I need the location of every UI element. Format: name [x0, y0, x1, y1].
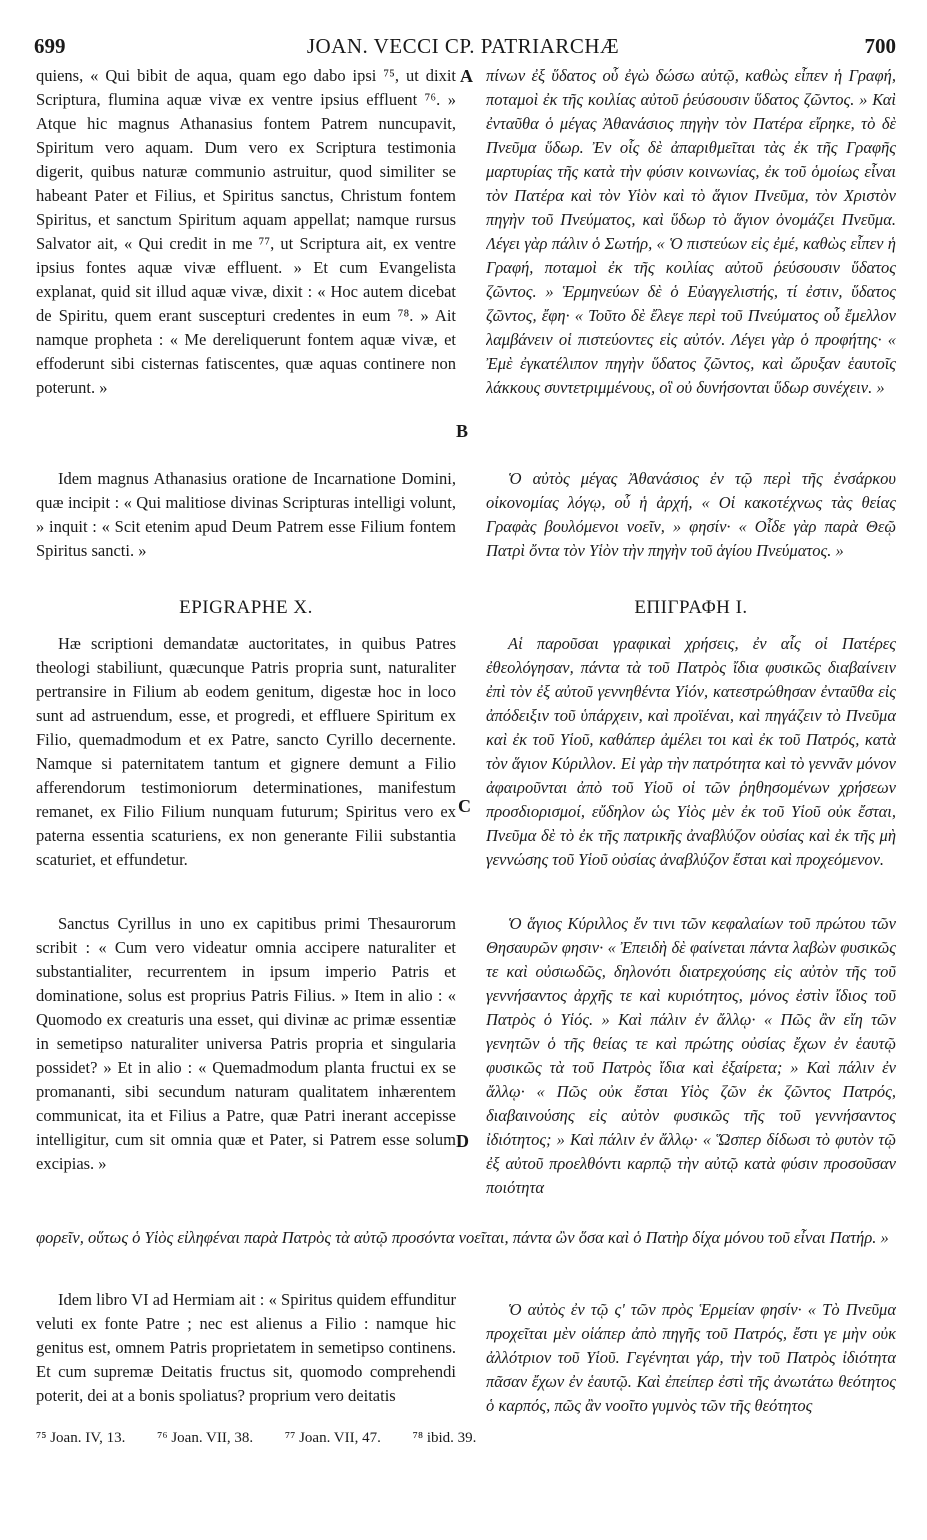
- margin-marker-c: C: [458, 796, 471, 816]
- page-header: [30, 34, 896, 60]
- margin-marker-b: B: [456, 421, 469, 441]
- latin-paragraph-3: Hæ scriptioni demandatæ auctoritates, in quibus Patres theologi stabiliunt, quæcunque Patris propria sunt, naturaliter pertransire in Filium ab eodem genitum, digestæ hoc in loco sunt ad astruendum, esse, et progredi, et effluere Spiritum ex Filio, quemadmodum et ex Patre, sancto Cyrillo decernente. Namque si paternitatem tantum et gignere demunt a Filio afferendorum testimoniorum determinationes, manifestum remanet, ex Filio Filium nunquam futurum; Spiritus vero ex paterna essentia scaturiens, ex non generante Filii substantia scaturiet, et effundetur.: [36, 634, 456, 869]
- page-number-right: 700: [864, 34, 896, 58]
- greek-column-section-5: [486, 1298, 896, 1418]
- footnote: ⁷⁷ Joan. VII, 47.: [284, 1430, 381, 1446]
- greek-paragraph-3: Αἱ παροῦσαι γραφικαὶ χρήσεις, ἐν αἷς οἱ Πατέρες ἐθεολόγησαν, πάντα τὰ τοῦ Πατρὸς ἴδια φυσικῶς διαβαίνειν ἐπὶ τὸν ἐξ αὐτοῦ γεννηθέντα Υἱόν, κατεστρώθησαν ἐνταῦθα εἰς ἀπόδειξιν τοῦ ὑπάρχειν, καὶ προϊέναι, καὶ πηγάζειν τὸ Πνεῦμα καὶ ἐκ τοῦ Υἱοῦ, καθάπερ ἀμέλει τοι καὶ ἐκ τοῦ Πατρός, κατὰ τὸν ἅγιον Κύριλλον. Εἰ γὰρ τὴν πατρότητα καὶ τὸ γεννᾶν μόνον ἀφαιροῦνται ἀπὸ τοῦ Υἱοῦ οἱ τῶν ῥηθησομένων χρήσεων προσδιορισμοί, εὔδηλον ὡς Υἱὸς μὲν ἐκ τοῦ Υἱοῦ οὐκ ἔσται, Πνεῦμα δὲ τὸ ἐκ τῆς πατρικῆς ἀναβλύζον οὐσίας καὶ ἐκ τῆς μὴ γεννώσης τοῦ Υἱοῦ οὐσίας ἀναβλύζον ἔσται καὶ προχεόμενον.: [486, 634, 896, 869]
- margin-marker-a: A: [460, 66, 473, 86]
- footnotes: [36, 1430, 896, 1447]
- greek-column-section-2: [486, 467, 896, 587]
- latin-paragraph-4: Sanctus Cyrillus in uno ex capitibus primi Thesaurorum scribit : « Cum vero videatur omnia accipere naturaliter et substantialiter, recurrentem in ipsum imperio Patris et dominatione, solus est proprius Patris Filius. » Item in alio : « Quomodo ex creaturis una esset, qui divinæ ac primæ essentiæ in semetipso naturaliter universa Patris propria et singularia possidet? » Et in alio : « Quemadmodum planta fructui ex se promananti, sibi secundum naturam qualitatem inhærentem communicat, ita et Filius a Patre, quæ Patri inerant accepisse intelligitur, cum sit omnia quæ et Pater, si Patrem esse solum excipias. »: [36, 914, 456, 1173]
- page-number-left: 699: [34, 34, 66, 58]
- margin-marker-d: D: [456, 1131, 469, 1151]
- latin-column-section-5: [36, 1288, 456, 1418]
- latin-paragraph-5: Idem libro VI ad Hermiam ait : « Spiritus quidem effunditur veluti ex fonte Patre ; nec est alienus a Filio : namque hic genitus est, omnem Patris proprietatem in semetipso continens. Et cum supremæ Deitatis fructus sit, quomodo comprehendi poterit, dei at a bonis spoliatus? proprium vero deitatis: [36, 1290, 456, 1405]
- footnote: ⁷⁸ ibid. 39.: [412, 1430, 477, 1446]
- latin-column-section-2: [36, 467, 456, 587]
- greek-column-section-3: [486, 632, 896, 910]
- latin-column-section-1: [36, 64, 456, 459]
- greek-paragraph-5: Ὁ αὐτὸς ἐν τῷ ς' τῶν πρὸς Ἑρμείαν φησίν· « Τὸ Πνεῦμα προχεῖται μὲν οἱάπερ ἀπὸ πηγῆς τοῦ Πατρός, ἔστι γε μὴν οὐκ ἀλλότριον τοῦ Υἱοῦ. Γεγένηται γάρ, τὴν τοῦ Πατρὸς ἰδιότητα πᾶσαν ἔχων ἐν ἑαυτῷ. Καὶ ἐπείπερ ἐστὶ τῆς ἀνωτάτω θεότητος ὁ καρπός, πῶς ἂν νοοῖτο γυμνὸς τῶν τῆς θεότητος: [486, 1300, 896, 1415]
- footnote: ⁷⁶ Joan. VII, 38.: [157, 1430, 254, 1446]
- latin-column-section-3: [36, 632, 456, 910]
- fullwidth-paragraph: φορεῖν, οὕτως ὁ Υἱὸς εἰληφέναι παρὰ Πατρὸς τὰ αὐτῷ προσόντα νοεῖται, πάντα ὢν ὅσα καὶ ὁ Πατὴρ δίχα μόνου τοῦ εἶναι Πατήρ. »: [36, 1228, 889, 1247]
- latin-paragraph-2: Idem magnus Athanasius oratione de Incarnatione Domini, quæ incipit : « Qui malitiose divinas Scripturas intelligi volunt, » inquit : « Scit etenim apud Deum Patrem esse Filium fontem Spiritus sancti. »: [36, 469, 456, 560]
- footnote: ⁷⁵ Joan. IV, 13.: [36, 1430, 126, 1446]
- greek-paragraph-4: Ὁ ἅγιος Κύριλλος ἔν τινι τῶν κεφαλαίων τοῦ πρώτου τῶν Θησαυρῶν φησιν· « Ἐπειδὴ δὲ φαίνεται πάντα λαβὼν φυσικῶς τε καὶ οὐσιωδῶς, δηλονότι διατρεχούσης εἰς αὐτὸν τῆς τοῦ γεννήσαντος ἀρχῆς τε καὶ κυριότητος, μόνος ἐστὶν ἴδιος τοῦ Πατρὸς ὁ Υἱός. » Καὶ πάλιν ἐν ἄλλῳ· « Πῶς ἂν εἴη τῶν γενητῶν ὁ τῆς θείας τε καὶ πρώτης οὐσίας ἔχων ἐν ἑαυτῷ φυσικῶς τὰ τοῦ Πατρὸς ἴδια καὶ ἐξαίρετα; » Καὶ πάλιν ἐν ἄλλῳ· « Πῶς οὐκ ἔσται Υἱὸς ζῶν ἐκ ζῶντος Πατρός, διαβαινούσης εἰς αὐτὸν φυσικῶς τῆς τοῦ γεννήσαντος ἰδιότητος; » Καὶ πάλιν ἐν ἄλλῳ· « Ὥσπερ δίδωσι τὸ φυτὸν τῷ ἐξ αὐτοῦ προελθόντι καρπῷ τὴν αὐτῷ κατὰ φύσιν προσοῦσαν ποιότητα: [486, 914, 896, 1197]
- greek-paragraph-1: πίνων ἐξ ὕδατος οὗ ἐγὼ δώσω αὐτῷ, καθὼς εἶπεν ἡ Γραφή, ποταμοὶ ἐκ τῆς κοιλίας αὐτοῦ ῥεύσουσιν ὕδατος ζῶντος. » Καὶ ἐνταῦθα ὁ μέγας Ἀθανάσιος πηγὴν τὸν Πατέρα εἴρηκε, τὸ δὲ Πνεῦμα ὕδωρ. Ἐν οἷς δὲ ἀπαριθμεῖται τὰς ἐκ τῆς Γραφῆς μαρτυρίας τῆς κατὰ τὴν φύσιν κοινωνίας, ἐκ τοῦ ὁμοίως εἶναι τὸν Πατέρα καὶ τὸν Υἱὸν καὶ τὸ ἅγιον Πνεῦμα, τὸν Χριστὸν πηγὴν τοῦ Πνεύματος, καὶ ὕδωρ τὸ ἅγιον ὀνομάζει Πνεῦμα. Λέγει γὰρ πάλιν ὁ Σωτήρ, « Ὁ πιστεύων εἰς ἐμέ, καθὼς εἶπεν ἡ Γραφή, ποταμοὶ ἐκ τῆς κοιλίας αὐτοῦ ῥεύσουσιν ὕδατος ζῶντος. » Ἑρμηνεύων δὲ ὁ Εὐαγγελιστής, τί ἐστιν, ὕδατος ζῶντος, ἔφη· « Τοῦτο δὲ ἔλεγε περὶ τοῦ Πνεύματος οὗ ἔμελλον λαμβάνειν οἱ πιστεύοντες εἰς αὐτόν. Λέγει γὰρ ὁ προφήτης· « Ἐμὲ ἐγκατέλιπον πηγὴν ὕδατος ζῶντος, καὶ ὤρυξαν ἑαυτοῖς λάκκους συντετριμμένους, οἳ οὐ δυνήσονται ὕδωρ συνέχειν. »: [486, 66, 896, 397]
- running-title: JOAN. VECCI CP. PATRIARCHÆ: [306, 34, 620, 58]
- latin-paragraph-1: quiens, « Qui bibit de aqua, quam ego dabo ipsi ⁷⁵, ut dixit Scriptura, flumina aquæ vivæ ex ventre ipsius effluent ⁷⁶. » Atque hic magnus Athanasius fontem Patrem nuncupavit, Spiritum vero aquam. Dum vero ex Scriptura testimonia digerit, quibus naturæ communio astruitur, quod similiter se habeant Pater et Filius, et Spiritus sanctus, Christum fontem Spiritus, et sanctum Spiritum aquam appellat; namque rursus Salvator ait, « Qui credit in me ⁷⁷, ut Scriptura ait, ex ventre ipsius fontes aquæ vivæ effluent. » Et cum Evangelista explanat, quid sit illud aquæ vivæ, dixit : « Hoc autem dicebat de Spiritu, quem erant suscepturi credentes in eum ⁷⁸. » Ait namque propheta : « Me dereliquerunt fontem aquæ vivæ, et effoderunt sibi cisternas fatiscentes, quæ aquas continere non poterunt. »: [36, 66, 456, 397]
- latin-epigraph-heading: EPIGRAPHE X.: [179, 597, 313, 618]
- greek-paragraph-2: Ὁ αὐτὸς μέγας Ἀθανάσιος ἐν τῷ περὶ τῆς ἐνσάρκου οἰκονομίας λόγῳ, οὗ ἡ ἀρχή, « Οἱ κακοτέχνως τὰς θείας Γραφὰς βουλόμενοι νοεῖν, » φησίν· « Οἶδε γὰρ παρὰ Θεῷ Πατρὶ ὄντα τὸν Υἱὸν τὴν πηγὴν τοῦ ἁγίου Πνεύματος. »: [486, 469, 896, 560]
- greek-column-section-4: [486, 912, 896, 1222]
- fullwidth-greek-continuation: [36, 1226, 896, 1278]
- greek-column-section-1: [486, 64, 896, 459]
- greek-epigraph-heading: ΕΠΙΓΡΑΦΗ Ι.: [634, 597, 748, 618]
- latin-column-section-4: [36, 912, 456, 1222]
